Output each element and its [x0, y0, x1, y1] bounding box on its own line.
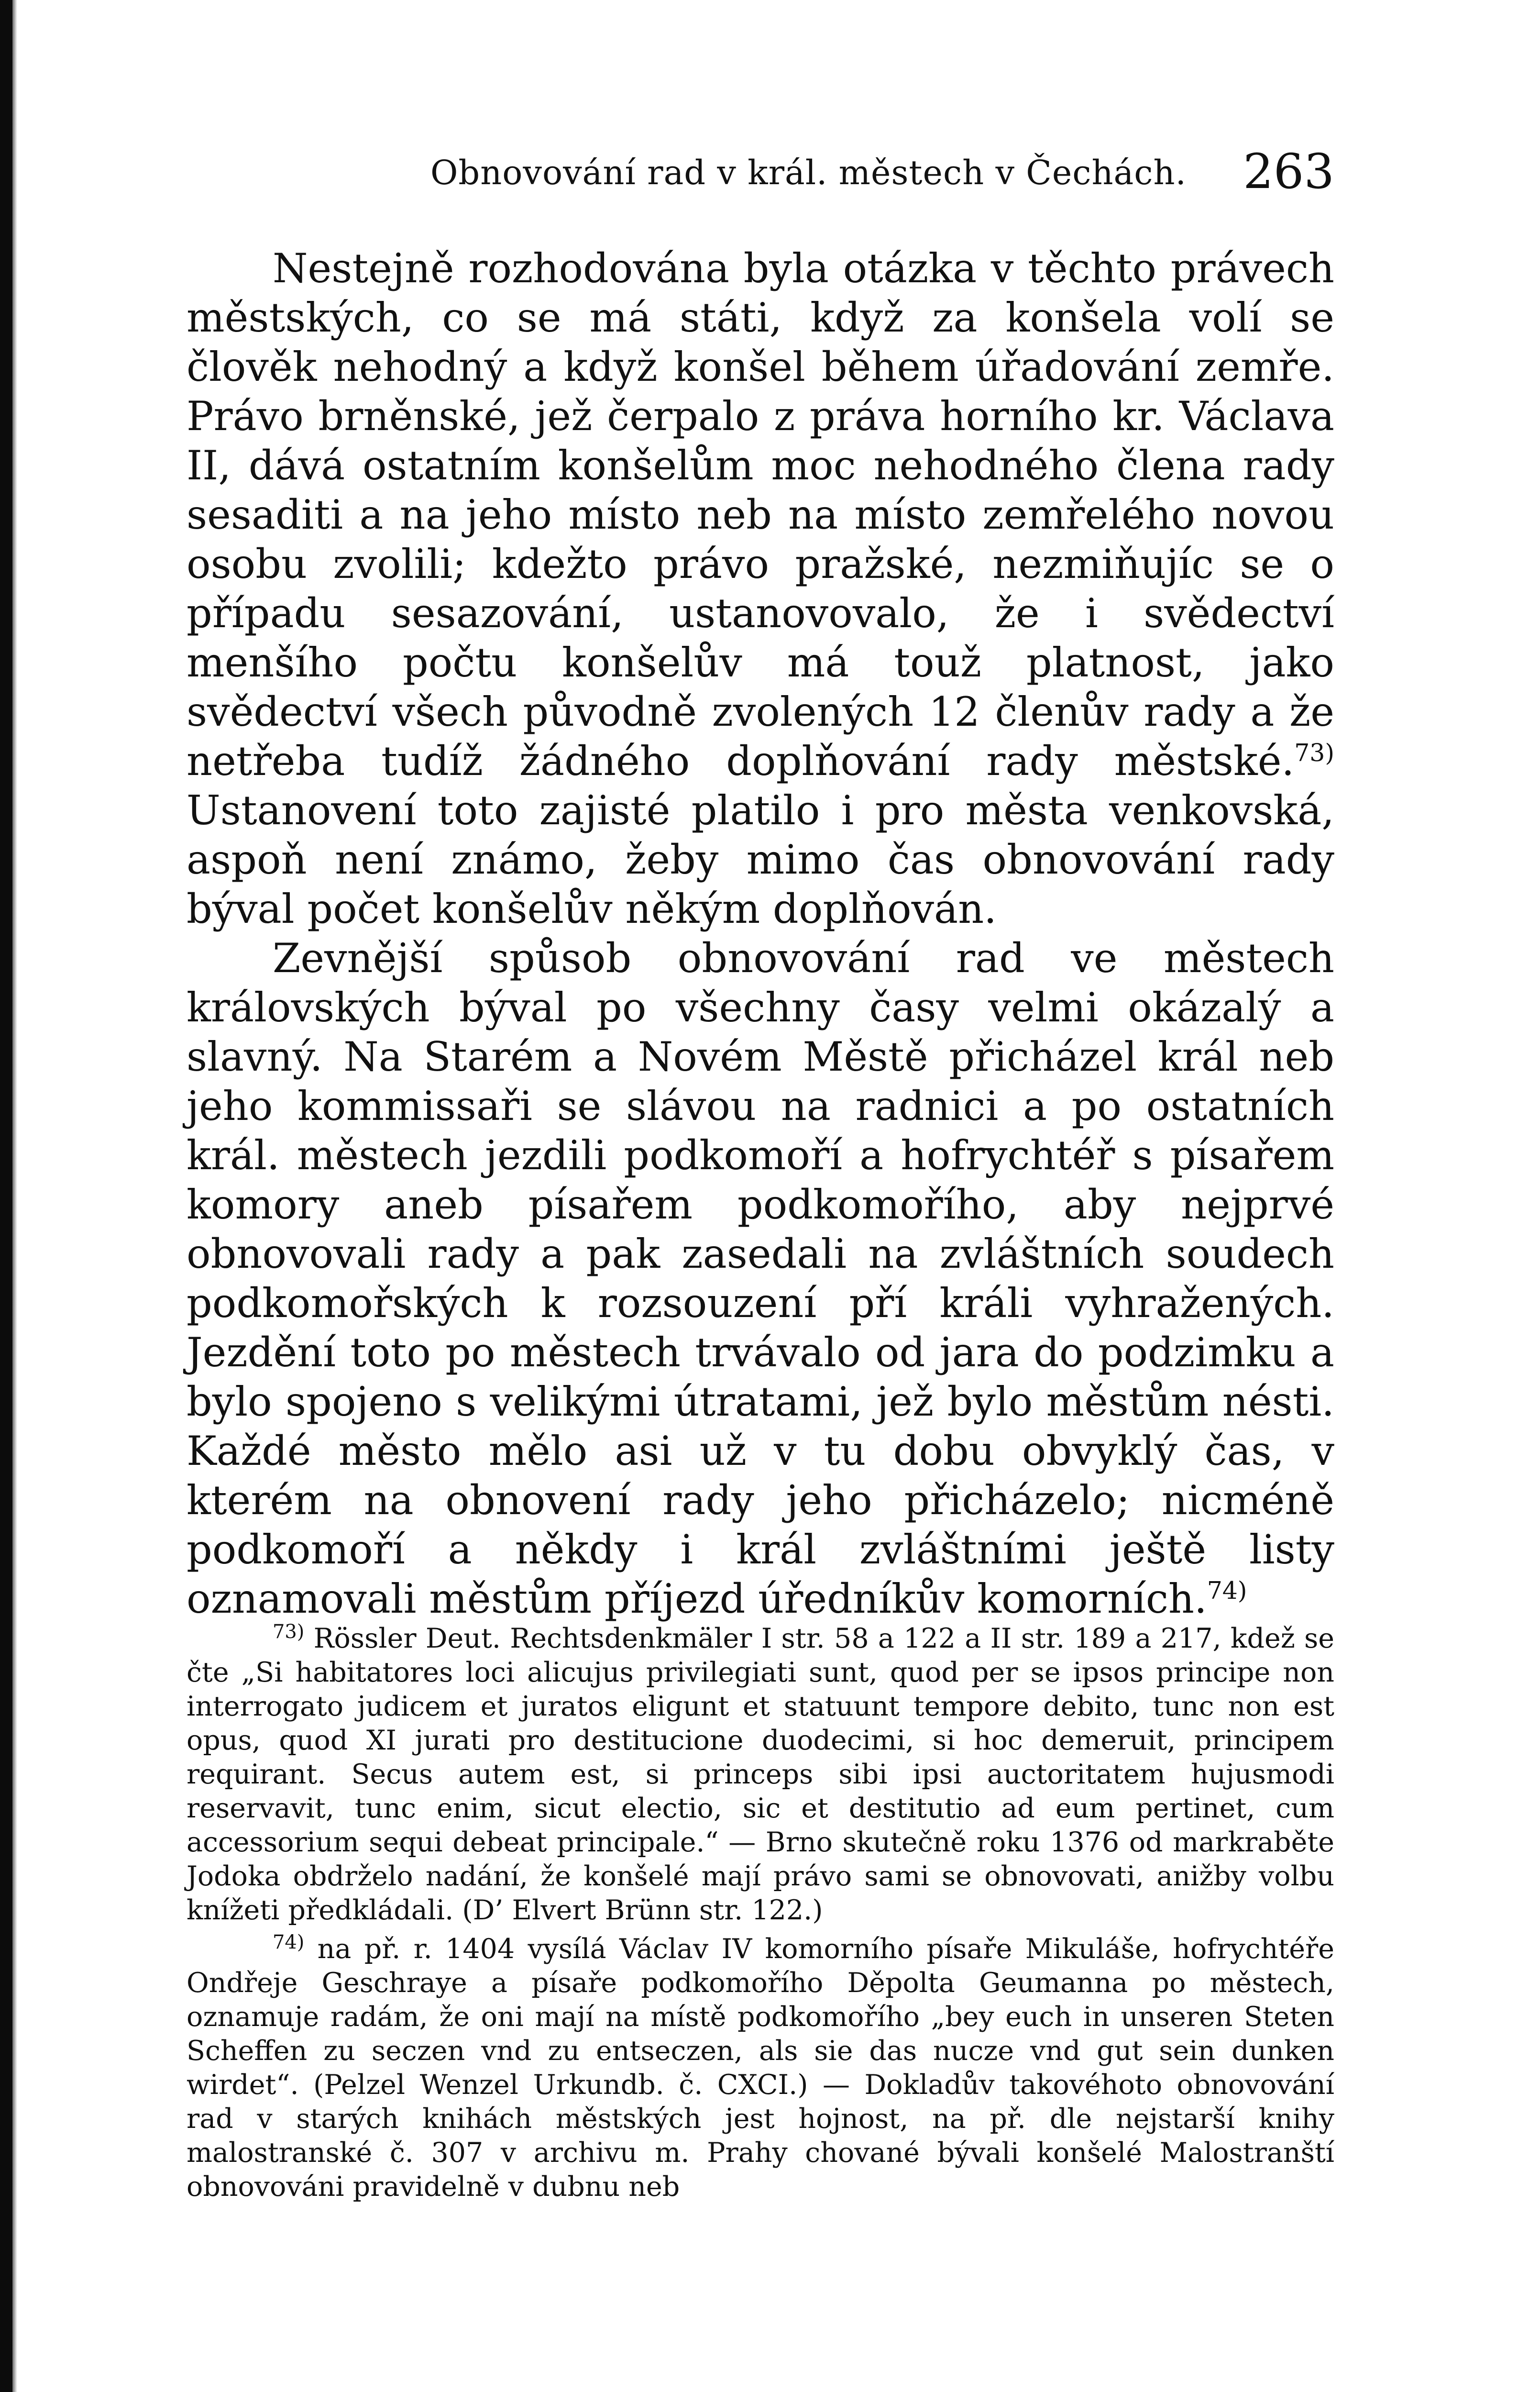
footnote-73-text: Rössler Deut. Rechtsdenkmäler I str. 58 a 122 a II str. 189 a 217, kdež se čte „Si habitatores loci alicujus privilegiati sunt, quod per se ipsos principe non interrogato judicem et juratos eligunt et statuunt tempore debito, tunc non est opus, quod XI jurati pro destitucione duodecimi, si hoc demeruit, principem requirant. Secus autem est, si princeps sibi ipsi auctoritatem hujusmodi reservavit, tunc enim, sicut electio, sic et destitutio ad eum pertinet, cum accessorium sequi debeat principale.“ — Brno skutečně roku 1376 od markraběte Jodoka obdrželo nadání, že konšelé mají právo sami se obnovovati, anižby volbu knížeti předkládali. (D’ Elvert Brünn str. 122.)	[187, 1623, 1334, 1926]
paragraph-1-continuation: Ustanovení toto zajisté platilo i pro města venkovská, aspoň není známo, žeby mimo čas obnovování rady býval počet konšelův někým doplňován.	[187, 787, 1334, 932]
running-title: Obnovování rad v král. městech v Čechách.	[430, 153, 1187, 192]
binding-edge	[0, 0, 12, 2392]
paragraph-1	[187, 244, 1334, 934]
footnote-ref-73: 73)	[1294, 739, 1334, 767]
main-text	[187, 244, 1334, 1624]
footnotes	[187, 1622, 1334, 2209]
footnote-74-text: na př. r. 1404 vysílá Václav IV komorního písaře Mikuláše, hofrychtéře Ondřeje Geschraye a písaře podkomořího Děpolta Geumanna po městech, oznamuje radám, že oni mají na místě podkomořího „bey euch in unseren Steten Scheffen zu seczen vnd zu entseczen, als sie das nucze vnd gut sein dunken wirdet“. (Pelzel Wenzel Urkundb. č. CXCI.) — Dokladův takovéhoto obnovování rad v starých knihách městských jest hojnost, na př. dle nejstarší knihy malostranské č. 307 v archivu m. Prahy chované bývali konšelé Malostranští obnovováni pravidelně v dubnu neb	[187, 1933, 1334, 2203]
binding-shadow	[12, 0, 17, 2392]
footnote-73-marker: 73)	[273, 1621, 305, 1643]
footnote-74-marker: 74)	[273, 1931, 305, 1953]
running-head	[187, 144, 1334, 206]
footnote-ref-74: 74)	[1207, 1576, 1247, 1605]
footnote-74	[187, 1932, 1334, 2204]
footnote-73	[187, 1622, 1334, 1927]
paragraph-2	[187, 934, 1334, 1624]
page-number: 263	[1243, 144, 1334, 199]
paragraph-2-text: Zevnější spůsob obnovování rad ve městech královských býval po všechny časy velmi okázalý a slavný. Na Starém a Novém Městě přicházel král neb jeho kommissaři se slávou na radnici a po ostatních král. městech jezdili podkomoří a hofrychtéř s písařem komory aneb písařem podkomořího, aby nejprvé obnovovali rady a pak zasedali na zvláštních soudech podkomořských k rozsouzení pří králi vyhražených. Jezdění toto po městech trvávalo od jara do podzimku a bylo spojeno s velikými útratami, jež bylo městům nésti. Každé město mělo asi už v tu dobu obvyklý čas, v kterém na obnovení rady jeho přicházelo; nicméně podkomoří a někdy i král zvláštními ještě listy oznamovali městům příjezd úředníkův komorních.	[187, 935, 1334, 1622]
paragraph-1-text: Nestejně rozhodována byla otázka v těchto právech městských, co se má státi, když za konšela volí se člověk nehodný a když konšel během úřadování zemře. Právo brněnské, jež čerpalo z práva horního kr. Václava II, dává ostatním konšelům moc nehodného člena rady sesaditi a na jeho místo neb na místo zemřelého novou osobu zvolili; kdežto právo pražské, nezmiňujíc se o případu sesazování, ustanovovalo, že i svědectví menšího počtu konšelův má touž platnost, jako svědectví všech původně zvolených 12 členův rady a že netřeba tudíž žádného doplňování rady městské.	[187, 245, 1334, 785]
